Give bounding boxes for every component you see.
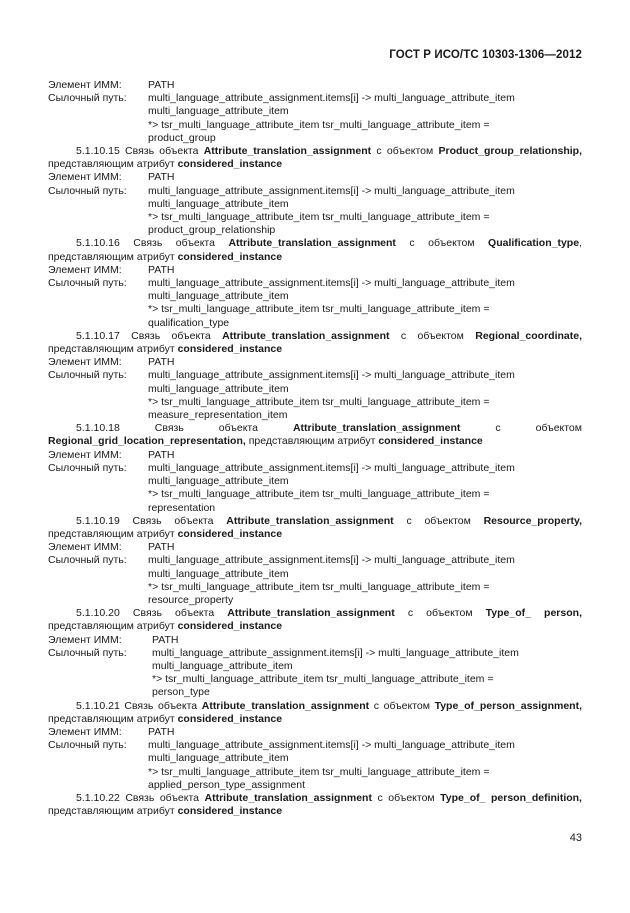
section-heading (48, 422, 582, 448)
section-text: с объектом (371, 791, 441, 804)
section-text: представляющим атрибут (48, 158, 178, 171)
path-line: *> tsr_multi_language_attribute_item tsr_multi_language_attribute_item = (148, 303, 490, 316)
element-value: PATH (148, 356, 175, 369)
section-attribute: considered_instance (177, 527, 283, 540)
path-line: multi_language_attribute_item (148, 567, 289, 580)
path-row (48, 277, 582, 330)
section-text: с объектом (393, 514, 484, 527)
path-line: resource_property (148, 593, 234, 606)
section-text: с объектом (389, 329, 476, 342)
path-line: applied_person_type_assignment (148, 778, 306, 791)
section-text: представляющим атрибут (48, 343, 178, 356)
path-line: *> tsr_multi_language_attribute_item tsr_multi_language_attribute_item = (152, 673, 494, 686)
section-object: Attribute_translation_assignment (228, 237, 396, 250)
section-object: Attribute_translation_assignment (204, 791, 372, 804)
section-number: 5.1.10.21 (76, 699, 120, 712)
section-attribute: considered_instance (177, 250, 283, 263)
section-target: Product_group_relationship, (438, 145, 582, 158)
section-attribute: considered_instance (177, 158, 283, 171)
path-row (48, 185, 582, 238)
section-text: с объектом (394, 607, 486, 620)
section-object: Attribute_translation_assignment (203, 145, 372, 158)
section-target: Qualification_type (488, 237, 580, 250)
document-body (48, 79, 582, 818)
path-line: multi_language_attribute_item (152, 659, 293, 672)
path-label: Сылочный путь: (48, 277, 127, 290)
element-row (48, 726, 582, 739)
section-text: Связь объекта (119, 791, 205, 804)
section-heading (48, 607, 582, 633)
section-heading (48, 237, 582, 263)
path-line: multi_language_attribute_assignment.items[i] -> multi_language_attribute_item (152, 646, 519, 659)
element-row (48, 264, 582, 277)
section-text: Связь объекта (119, 607, 228, 620)
section-text: представляющим атрибут (48, 805, 178, 818)
path-row (48, 92, 582, 145)
path-line: *> tsr_multi_language_attribute_item tsr_multi_language_attribute_item = (148, 580, 490, 593)
path-line: multi_language_attribute_item (148, 382, 289, 395)
section-text: , представляющим атрибут (48, 237, 582, 263)
page-number: 43 (569, 832, 582, 844)
path-line: person_type (152, 686, 210, 699)
path-line: multi_language_attribute_assignment.items[i] -> multi_language_attribute_item (148, 554, 515, 567)
section-object: Attribute_translation_assignment (201, 699, 370, 712)
element-row (48, 356, 582, 369)
section-text: Связь объекта (119, 329, 223, 342)
element-label: Элемент ИММ: (48, 356, 122, 369)
path-row (48, 739, 582, 792)
path-label: Сылочный путь: (48, 739, 127, 752)
section-text: представляющим атрибут (245, 435, 379, 448)
path-row (48, 647, 582, 700)
section-number: 5.1.10.15 (76, 145, 120, 158)
section-number: 5.1.10.17 (76, 329, 120, 342)
path-value (152, 647, 582, 700)
section-number: 5.1.10.16 (76, 237, 120, 250)
path-line: multi_language_attribute_assignment.items[i] -> multi_language_attribute_item (148, 184, 515, 197)
section-target: Regional_coordinate, (475, 329, 583, 342)
section-number: 5.1.10.22 (76, 791, 120, 804)
section-object: Attribute_translation_assignment (222, 329, 390, 342)
path-line: *> tsr_multi_language_attribute_item tsr_multi_language_attribute_item = (148, 765, 490, 778)
element-label: Элемент ИММ: (48, 725, 122, 738)
path-value (148, 369, 582, 422)
element-value: PATH (148, 79, 175, 91)
section-object: Attribute_translation_assignment (226, 514, 394, 527)
path-line: product_group_relationship (148, 224, 276, 237)
path-line: multi_language_attribute_item (148, 475, 289, 488)
path-label: Сылочный путь: (48, 369, 127, 382)
document-header: ГОСТ Р ИСО/ТС 10303-1306—2012 (389, 49, 582, 61)
section-heading (48, 700, 582, 726)
path-line: multi_language_attribute_assignment.items[i] -> multi_language_attribute_item (148, 461, 515, 474)
section-text: с объектом (460, 422, 582, 435)
section-attribute: considered_instance (177, 343, 283, 356)
section-number: 5.1.10.19 (76, 514, 120, 527)
section-number: 5.1.10.20 (76, 607, 120, 620)
path-value (148, 277, 582, 330)
section-heading (48, 515, 582, 541)
path-row (48, 369, 582, 422)
path-line: representation (148, 501, 216, 514)
element-label: Элемент ИММ: (48, 79, 122, 91)
section-target: Type_of_ person, (485, 607, 582, 620)
section-text: представляющим атрибут (48, 527, 178, 540)
element-label: Элемент ИММ: (48, 541, 122, 554)
section-text: Связь объекта (119, 145, 204, 158)
path-label: Сылочный путь: (48, 646, 127, 659)
element-label: Элемент ИММ: (48, 263, 122, 276)
element-label: Элемент ИММ: (48, 171, 122, 184)
element-label: Элемент ИММ: (48, 633, 122, 646)
element-row (48, 79, 582, 92)
path-line: multi_language_attribute_assignment.items[i] -> multi_language_attribute_item (148, 739, 515, 752)
section-heading (48, 792, 582, 818)
path-line: multi_language_attribute_assignment.items[i] -> multi_language_attribute_item (148, 277, 515, 290)
path-label: Сылочный путь: (48, 461, 127, 474)
path-line: qualification_type (148, 316, 230, 329)
section-text: представляющим атрибут (48, 620, 178, 633)
section-text: с объектом (371, 145, 439, 158)
path-value (148, 185, 582, 238)
section-heading (48, 330, 582, 356)
section-target: Regional_grid_location_representation, (48, 435, 246, 448)
path-line: multi_language_attribute_item (148, 197, 289, 210)
path-line: *> tsr_multi_language_attribute_item tsr_multi_language_attribute_item = (148, 488, 490, 501)
element-value: PATH (148, 171, 175, 184)
element-label: Элемент ИММ: (48, 448, 122, 461)
section-text: с объектом (395, 237, 489, 250)
section-attribute: considered_instance (177, 620, 283, 633)
section-text: с объектом (369, 699, 435, 712)
path-line: multi_language_attribute_item (148, 105, 289, 118)
path-line: *> tsr_multi_language_attribute_item tsr_multi_language_attribute_item = (148, 211, 490, 224)
path-row (48, 462, 582, 515)
element-row (48, 171, 582, 184)
element-value: PATH (152, 633, 179, 646)
section-target: Type_of_person_assignment, (434, 699, 583, 712)
section-text: представляющим атрибут (48, 712, 178, 725)
section-text: Связь объекта (119, 699, 202, 712)
path-line: measure_representation_item (148, 409, 288, 422)
element-value: PATH (148, 541, 175, 554)
element-value: PATH (148, 263, 175, 276)
element-row (48, 634, 582, 647)
section-number: 5.1.10.18 (76, 422, 120, 435)
section-text: Связь объекта (119, 422, 293, 435)
path-line: multi_language_attribute_assignment.items[i] -> multi_language_attribute_item (148, 92, 515, 105)
path-label: Сылочный путь: (48, 184, 127, 197)
section-attribute: considered_instance (177, 712, 283, 725)
element-row (48, 449, 582, 462)
path-line: multi_language_attribute_item (148, 752, 289, 765)
section-attribute: considered_instance (378, 435, 483, 448)
section-target: Resource_property, (483, 514, 583, 527)
path-line: *> tsr_multi_language_attribute_item tsr_multi_language_attribute_item = (148, 395, 490, 408)
element-value: PATH (148, 725, 175, 738)
path-line: multi_language_attribute_assignment.items[i] -> multi_language_attribute_item (148, 369, 515, 382)
section-text: Связь объекта (119, 514, 227, 527)
section-object: Attribute_translation_assignment (227, 607, 395, 620)
section-object: Attribute_translation_assignment (292, 422, 461, 435)
path-value (148, 462, 582, 515)
path-line: *> tsr_multi_language_attribute_item tsr_multi_language_attribute_item = (148, 118, 490, 131)
path-row (48, 554, 582, 607)
path-label: Сылочный путь: (48, 92, 127, 105)
element-value: PATH (148, 448, 175, 461)
element-row (48, 541, 582, 554)
section-target: Type_of_ person_definition, (440, 791, 582, 804)
section-attribute: considered_instance (177, 805, 283, 818)
path-value (148, 739, 582, 792)
section-heading (48, 145, 582, 171)
path-line: multi_language_attribute_item (148, 290, 289, 303)
path-value (148, 554, 582, 607)
path-label: Сылочный путь: (48, 554, 127, 567)
path-line: product_group (148, 131, 216, 144)
section-text: Связь объекта (119, 237, 229, 250)
path-value (148, 92, 582, 145)
